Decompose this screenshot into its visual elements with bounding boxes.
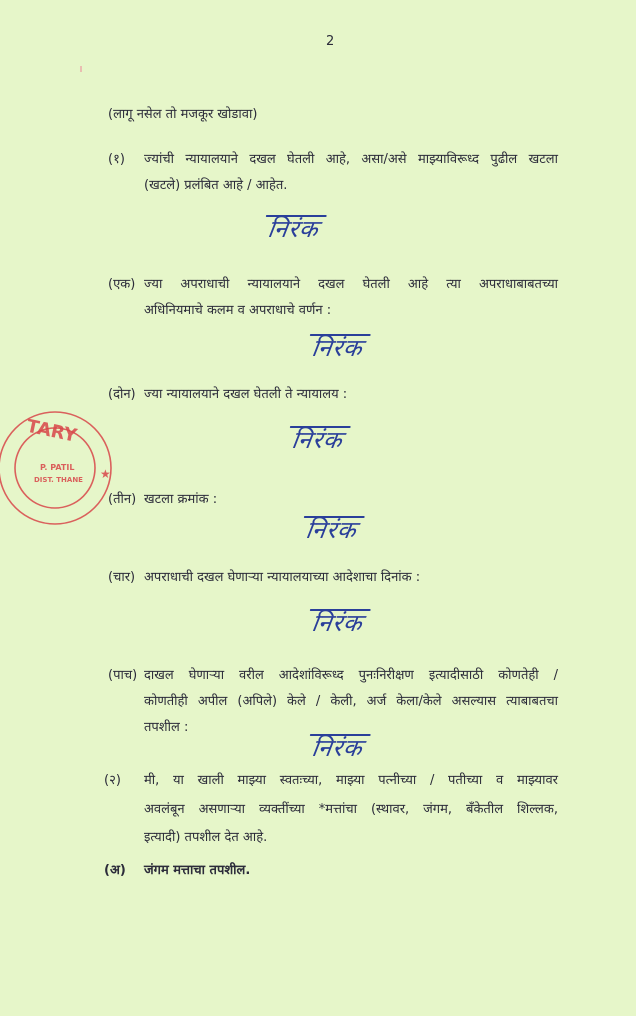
- instruction-note: (लागू नसेल तो मजकूर खोडावा): [108, 107, 258, 122]
- item-1-line-2: (खटले) प्रलंबित आहे / आहेत.: [144, 178, 288, 193]
- stamp-star-icon: ★: [100, 467, 111, 481]
- item-a-line-1: जंगम मत्ताचा तपशील.: [144, 863, 251, 878]
- sub-pach-line-1: दाखल घेणाऱ्या वरील आदेशांविरूध्द पुनःनिरीक्षण इत्यादीसाठी कोणतेही /: [144, 668, 558, 683]
- sub-pach-number: (पाच): [108, 668, 138, 683]
- item-2-number: (२): [104, 773, 121, 788]
- sub-ek-line-1: ज्या अपराधाची न्यायालयाने दखल घेतली आहे त्या अपराधाबाबतच्या: [144, 277, 558, 292]
- stray-mark: [80, 66, 82, 72]
- handwritten-nil-5: निरंक: [310, 606, 365, 639]
- handwritten-nil-6: निरंक: [310, 731, 365, 764]
- handwritten-nil-4: निरंक: [304, 513, 359, 546]
- handwritten-nil-3: निरंक: [290, 423, 345, 456]
- item-2-line-1: मी, या खाली माझ्या स्वतःच्या, माझ्या पत्नीच्या / पतीच्या व माझ्यावर: [144, 773, 558, 788]
- sub-teen-number: (तीन): [108, 492, 137, 507]
- sub-char-number: (चार): [108, 570, 136, 585]
- sub-pach-line-3: तपशील :: [144, 720, 189, 735]
- item-2-line-2: अवलंबून असणाऱ्या व्यक्तींच्या *मत्तांचा (स्थावर, जंगम, बँकेतील शिल्लक,: [144, 802, 558, 817]
- sub-ek-number: (एक): [108, 277, 136, 292]
- sub-teen-line-1: खटला क्रमांक :: [144, 492, 218, 507]
- notary-stamp: [0, 408, 130, 528]
- item-1-number: (१): [108, 152, 125, 167]
- sub-don-number: (दोन): [108, 387, 136, 402]
- item-a-number: (अ): [104, 863, 126, 878]
- sub-don-line-1: ज्या न्यायालयाने दखल घेतली ते न्यायालय :: [144, 387, 348, 402]
- sub-char-line-1: अपराधाची दखल घेणाऱ्या न्यायालयाच्या आदेशाचा दिनांक :: [144, 570, 421, 585]
- stamp-top-text: TARY: [24, 415, 79, 447]
- handwritten-nil-1: निरंक: [266, 212, 321, 245]
- stamp-line-1: P. PATIL: [40, 463, 75, 472]
- sub-ek-line-2: अधिनियमाचे कलम व अपराधाचे वर्णन :: [144, 303, 332, 318]
- handwritten-nil-2: निरंक: [310, 331, 365, 364]
- sub-pach-line-2: कोणतीही अपील (अपिले) केले / केली, अर्ज केला/केले असल्यास त्याबाबतचा: [144, 694, 558, 709]
- item-2-line-3: इत्यादी) तपशील देत आहे.: [144, 830, 268, 845]
- item-1-line-1: ज्यांची न्यायालयाने दखल घेतली आहे, असा/असे माझ्याविरूध्द पुढील खटला: [144, 152, 558, 167]
- page-number: 2: [326, 34, 335, 49]
- stamp-line-2: DIST. THANE: [34, 476, 83, 484]
